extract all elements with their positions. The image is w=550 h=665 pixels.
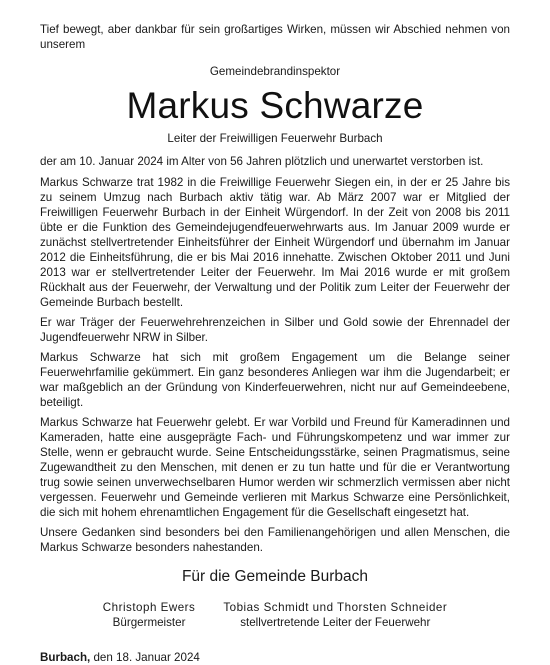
signer-mayor (91, 600, 208, 630)
intro-text: Tief bewegt, aber dankbar für sein großartiges Wirken, müssen wir Abschied nehmen von unserem (40, 23, 510, 51)
deceased-name: Markus Schwarze (126, 85, 424, 126)
place: Burbach, (40, 651, 91, 664)
paragraph-engagement: Markus Schwarze hat sich mit großem Engagement um die Belange seiner Feuerwehrfamilie gekümmert. Ein ganz besonderes Anliegen war ihm die Jugendarbeit; er war maßgeblich an der Gründung von Kinderfeuerwehren, nicht nur auf Gemeindeebene, beteiligt. (40, 351, 510, 409)
date: den 18. Januar 2024 (93, 651, 200, 664)
signer-mayor-title: Bürgermeister (112, 616, 186, 629)
deceased-role: Leiter der Freiwilligen Feuerwehr Burbach (167, 132, 383, 145)
signer-deputies (207, 600, 459, 630)
place-date (40, 650, 510, 665)
paragraph-career: Markus Schwarze trat 1982 in die Freiwillige Feuerwehr Siegen ein, in der er 25 Jahre bis zu seinem Umzug nach Burbach aktiv tätig war. Ab März 2007 war er Mitglied der Freiwilligen Feuerwehr Burbach in der Einheit Würgendorf. In der Zeit von 2008 bis 2011 übte er die Funktion des Gemeindejugendfeuerwehrwarts aus. Im Januar 2009 wurde er zunächst stellvertretender Einheitsführer der Einheit Würgendorf und übernahm im Januar 2012 die Einheitsführung, die er bis Mai 2016 innehatte. Zwischen Oktober 2011 und Juni 2013 war er stellvertretender Leiter der Feuerwehr. Im Mai 2016 wurde er mit großem Rückhalt aus der Feuerwehr, der Verwaltung und der Politik zum Leiter der Feuerwehr der Gemeinde Burbach bestellt. (40, 176, 510, 309)
paragraph-tribute: Markus Schwarze hat Feuerwehr gelebt. Er war Vorbild und Freund für Kameradinnen und Kameraden, hatte eine ausgeprägte Fach- und Führungskompetenz und war immer zur Stelle, wenn er gebraucht wurde. Seine Entscheidungsstärke, seinen Pragmatismus, seine Zugewandtheit zu den Menschen, mit denen er zu tun hatte und für die er Verantwortung trug sowie seinen unverwechselbaren Humor werden wir schmerzlich vermissen aber nicht vergessen. Feuerwehr und Gemeinde verlieren mit Markus Schwarze eine Persönlichkeit, die sich mit hohem ehrenamtlichen Engagement für die Gesellschaft eingesetzt hat. (40, 416, 510, 519)
signer-mayor-name: Christoph Ewers (102, 601, 196, 614)
paragraph-condolences: Unsere Gedanken sind besonders bei den Familienangehörigen und allen Menschen, die Markus Schwarze besonders nahestanden. (40, 526, 510, 554)
organization-title: Für die Gemeinde Burbach (181, 568, 369, 585)
signatories (40, 600, 510, 630)
rank-title: Gemeindebrandinspektor (209, 65, 341, 78)
paragraph-honors: Er war Träger der Feuerwehrehrenzeichen in Silber und Gold sowie der Ehrennadel der Jugendfeuerwehr NRW in Silber. (40, 316, 510, 344)
death-statement: der am 10. Januar 2024 im Alter von 56 Jahren plötzlich und unerwartet verstorben ist. (40, 155, 484, 168)
signer-deputies-name: Tobias Schmidt und Thorsten Schneider (223, 601, 448, 614)
signer-deputies-title: stellvertretende Leiter der Feuerwehr (240, 616, 431, 629)
